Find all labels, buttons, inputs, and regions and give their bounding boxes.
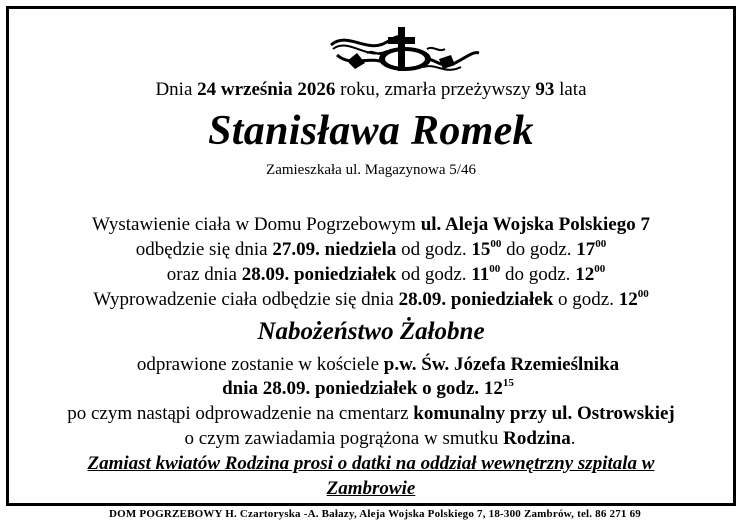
- family-name: Rodzina: [503, 428, 571, 449]
- death-announcement-line: Dnia 24 września 2026 roku, zmarła przeżywszy 93 lata: [155, 79, 587, 100]
- viewing-location-line: Wystawienie ciała w Domu Pogrzebowym ul. Aleja Wojska Polskiego 7: [92, 214, 650, 235]
- viewing-day2-line: oraz dnia 28.09. poniedziałek od godz. $11^{00}$ do godz. $12^{00}$: [166, 263, 606, 285]
- age: 93: [535, 79, 555, 100]
- departure-line: Wyprowadzenie ciała odbędzie się dnia 28.09. poniedziałek o godz. $12^{00}$: [93, 288, 649, 310]
- family-line: o czym zawiadamia pogrążona w smutku Rodzina.: [184, 428, 576, 449]
- service-church-line: odprawione zostanie w kościele p.w. Św. Józefa Rzemieślnika: [136, 354, 620, 375]
- donation-request-line-2: Zambrowie: [326, 478, 416, 499]
- church-name: p.w. Św. Józefa Rzemieślnika: [383, 354, 620, 375]
- deceased-address: Zamieszkała ul. Magazynowa 5/46: [266, 162, 476, 178]
- funeral-home-footer: DOM POGRZEBOWY H. Czartoryska -A. Bałazy, Aleja Wojska Polskiego 7, 18-300 Zambrów, tel. 86 271 69: [108, 508, 641, 520]
- burial-line: po czym nastąpi odprowadzenie na cmentarz komunalny przy ul. Ostrowskiej: [67, 403, 675, 424]
- donation-request-line-1: Zamiast kwiatów Rodzina prosi o datki na oddział wewnętrzny szpitala w: [87, 453, 655, 474]
- service-heading: Nabożeństwo Żałobne: [257, 318, 485, 345]
- viewing-location: ul. Aleja Wojska Polskiego 7: [420, 214, 650, 235]
- cross-ribbon-icon: [327, 23, 483, 79]
- death-date: 24 września 2026: [197, 79, 336, 100]
- viewing-day1-line: odbędzie się dnia 27.09. niedziela od godz. $15^{00}$ do godz. $17^{00}$: [135, 238, 607, 260]
- obituary-notice: [6, 6, 736, 506]
- deceased-name: Stanisława Romek: [208, 108, 534, 154]
- service-time-line: dnia 28.09. poniedziałek o godz. $12^{15}$: [222, 377, 514, 399]
- cemetery-name: komunalny przy ul. Ostrowskiej: [413, 403, 675, 424]
